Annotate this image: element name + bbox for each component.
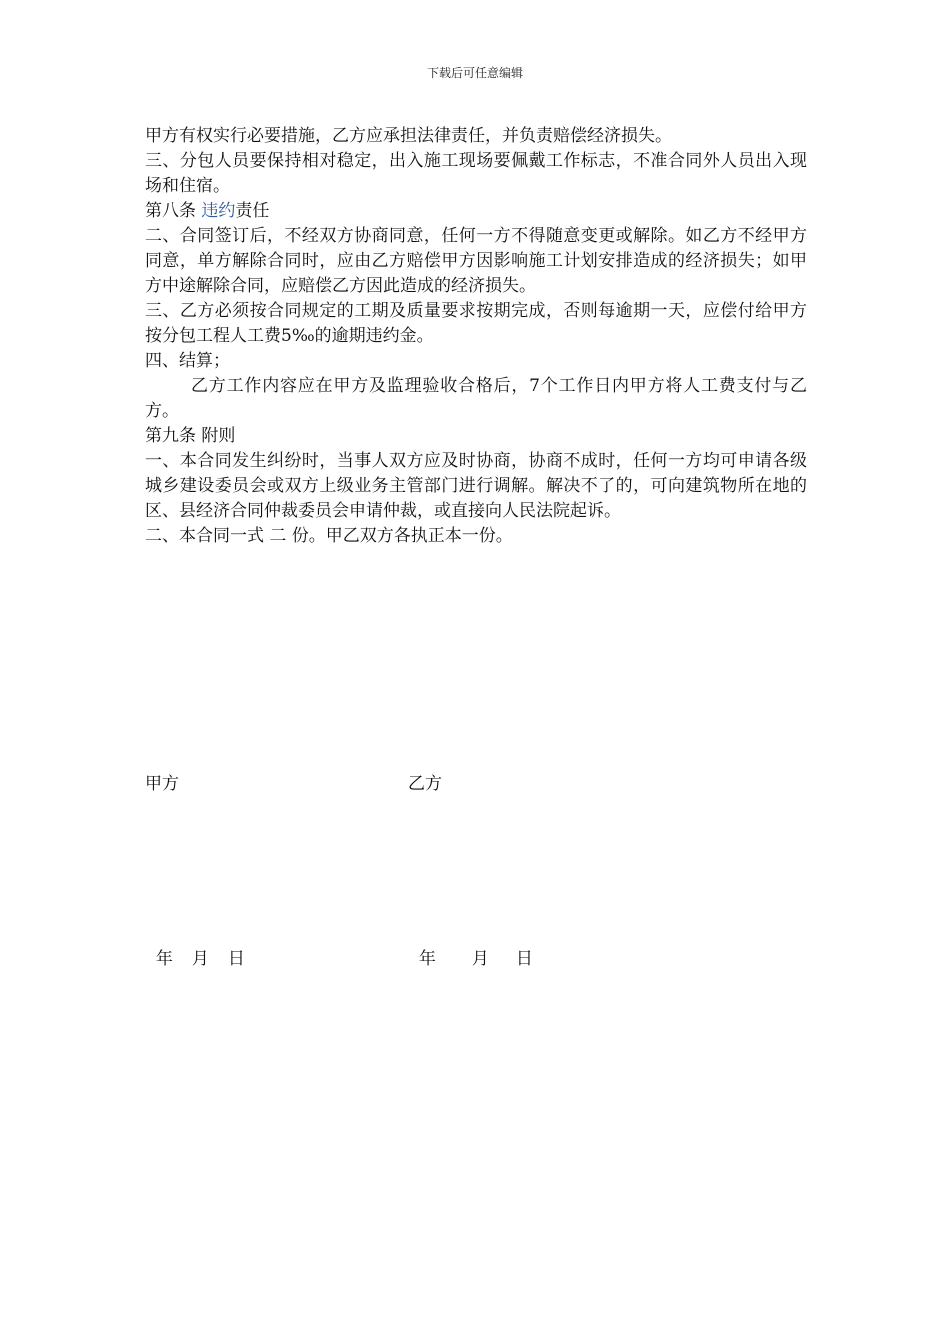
party-b-date-year: 年 [418, 949, 436, 969]
party-b-date-day: 日 [515, 949, 533, 969]
paragraph-disputes: 一、本合同发生纠纷时，当事人双方应及时协商，协商不成时，任何一方均可申请各级城乡建设委员会或双方上级业务主管部门进行调解。解决不了的，可向建筑物所在地的区、县经济合同仲裁委员会申请仲裁，或直接向人民法院起诉。 [145, 451, 807, 521]
paragraph-delay-penalty: 三、乙方必须按合同规定的工期及质量要求按期完成，否则每逾期一天，应偿付给甲方按分包工程人工费5‰的逾期违约金。 [145, 301, 807, 346]
paragraph-copies: 二、本合同一式 二 份。甲乙双方各执正本一份。 [145, 526, 513, 546]
party-a-date-month: 月 [191, 949, 209, 969]
breach-link[interactable]: 违约 [201, 201, 236, 221]
party-a-label: 甲方 [145, 774, 179, 794]
article-9-heading: 第九条 附则 [145, 426, 236, 446]
party-a-date-year: 年 [155, 949, 173, 969]
paragraph-settlement: 乙方工作内容应在甲方及监理验收合格后，7个工作日内甲方将人工费支付与乙方。 [145, 376, 807, 421]
contract-body [145, 124, 807, 549]
article-8-prefix: 第八条 [145, 201, 202, 221]
article-8-heading [145, 199, 807, 224]
party-b-label: 乙方 [408, 774, 442, 794]
party-b-date [408, 922, 533, 972]
party-b-date-month: 月 [471, 949, 489, 969]
article-8-suffix: 责任 [235, 201, 270, 221]
paragraph-settlement-heading: 四、结算； [145, 351, 230, 371]
paragraph-party-a-rights: 甲方有权实行必要措施，乙方应承担法律责任，并负责赔偿经济损失。 [145, 126, 672, 146]
party-a-date [145, 922, 245, 972]
paragraph-personnel: 三、分包人员要保持相对稳定，出入施工现场要佩戴工作标志，不准合同外人员出入现场和住宿。 [145, 151, 807, 196]
page-header-note: 下载后可任意编辑 [426, 66, 523, 80]
party-a-date-day: 日 [227, 949, 245, 969]
paragraph-termination: 二、合同签订后，不经双方协商同意，任何一方不得随意变更或解除。如乙方不经甲方同意，单方解除合同时，应由乙方赔偿甲方因影响施工计划安排造成的经济损失；如甲方中途解除合同，应赔偿乙方因此造成的经济损失。 [145, 226, 807, 296]
